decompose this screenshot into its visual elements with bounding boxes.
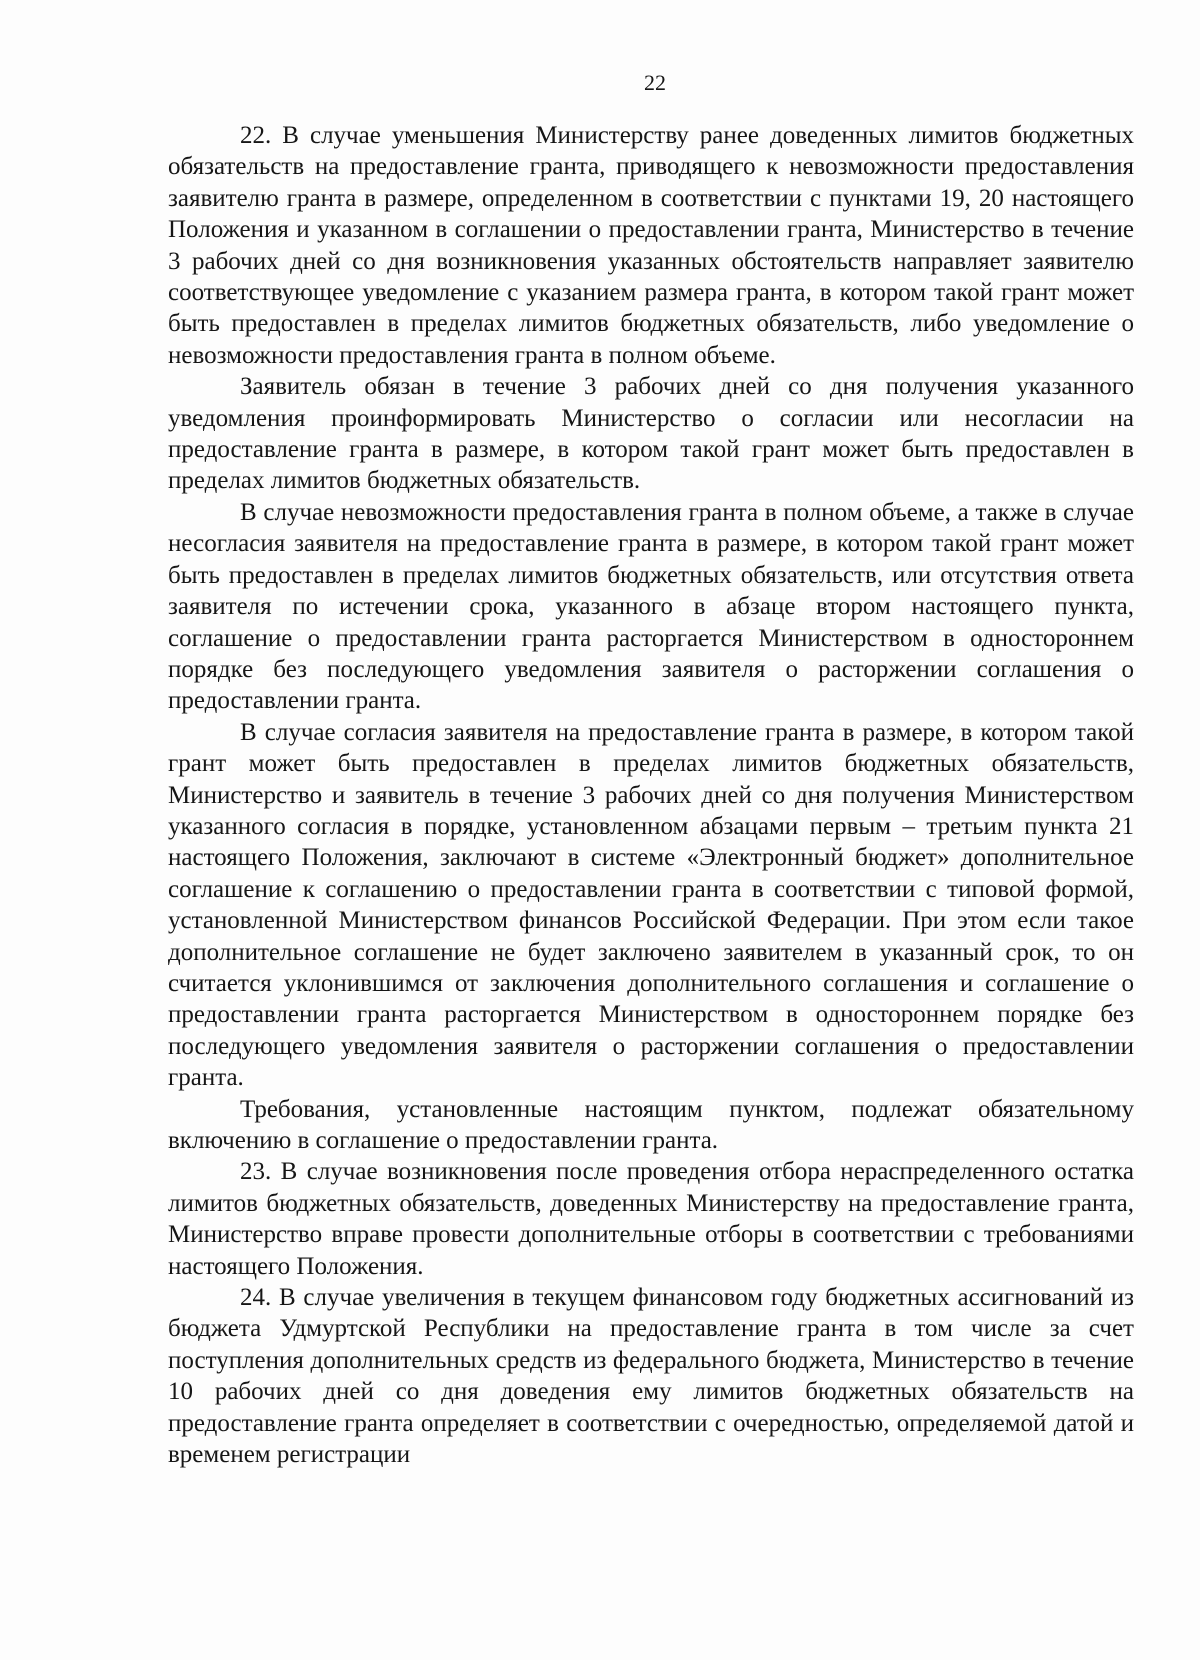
paragraph-24: 24. В случае увеличения в текущем финансовом году бюджетных ассигнований из бюджета Удмуртской Республики на предоставление гранта в том числе за счет поступления дополнительных средств из федерального бюджета, Министерство в течение 10 рабочих дней со дня доведения ему лимитов бюджетных обязательств на предоставление гранта определяет в соответствии с очередностью, определяемой датой и временем регистрации bbox=[168, 1284, 1134, 1469]
paragraph-applicant-consent: В случае согласия заявителя на предоставление гранта в размере, в котором такой грант может быть предоставлен в пределах лимитов бюджетных обязательств, Министерство и заявитель в течение 3 рабочих дней со дня получения Министерством указанного согласия в порядке, установленном абзацами первым – третьим пункта 21 настоящего Положения, заключают в системе «Электронный бюджет» дополнительное соглашение к соглашению о предоставлении гранта в соответствии с типовой формой, установленной Министерством финансов Российской Федерации. При этом если такое дополнительное соглашение не будет заключено заявителем в указанный срок, то он считается уклонившимся от заключения дополнительного соглашения и соглашение о предоставлении гранта расторгается Министерством в одностороннем порядке без последующего уведомления заявителя о расторжении соглашения о предоставлении гранта. bbox=[168, 718, 1134, 1092]
paragraph-22: 22. В случае уменьшения Министерству ранее доведенных лимитов бюджетных обязательств на предоставление гранта, приводящего к невозможности предоставления заявителю гранта в размере, определенном в соответствии с пунктами 19, 20 настоящего Положения и указанном в соглашении о предоставлении гранта, Министерство в течение 3 рабочих дней со дня возникновения указанных обстоятельств направляет заявителю соответствующее уведомление с указанием размера гранта, в котором такой грант может быть предоставлен в пределах лимитов бюджетных обязательств, либо уведомление о невозможности предоставления гранта в полном объеме. bbox=[168, 122, 1134, 369]
document-body bbox=[168, 120, 1134, 1470]
page-number: 22 bbox=[644, 70, 666, 95]
paragraph-requirements: Требования, установленные настоящим пунктом, подлежат обязательному включению в соглашение о предоставлении гранта. bbox=[168, 1095, 1134, 1154]
paragraph-grant-termination: В случае невозможности предоставления гранта в полном объеме, а также в случае несогласия заявителя на предоставление гранта в размере, в котором такой грант может быть предоставлен в пределах лимитов бюджетных обязательств, или отсутствия ответа заявителя по истечении срока, указанного в абзаце втором настоящего пункта, соглашение о предоставлении гранта расторгается Министерством в одностороннем порядке без последующего уведомления заявителя о расторжении соглашения о предоставлении гранта. bbox=[168, 498, 1134, 715]
paragraph-applicant-obligation: Заявитель обязан в течение 3 рабочих дней со дня получения указанного уведомления проинформировать Министерство о согласии или несогласии на предоставление гранта в размере, в котором такой грант может быть предоставлен в пределах лимитов бюджетных обязательств. bbox=[168, 373, 1134, 495]
paragraph-23: 23. В случае возникновения после проведения отбора нераспределенного остатка лимитов бюджетных обязательств, доведенных Министерству на предоставление гранта, Министерство вправе провести дополнительные отборы в соответствии с требованиями настоящего Положения. bbox=[168, 1158, 1134, 1280]
